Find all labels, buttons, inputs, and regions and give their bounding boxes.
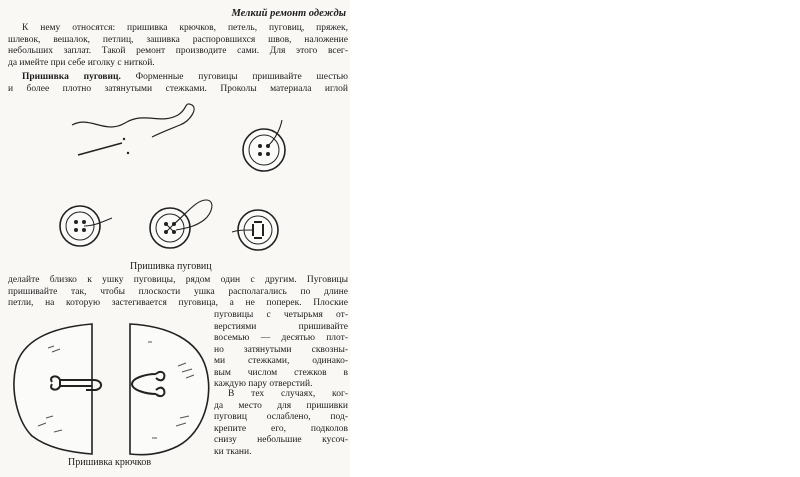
figure-caption-buttons: Пришивка пуговиц bbox=[130, 261, 212, 272]
text-line: каждую пару отверстий. bbox=[214, 379, 313, 389]
text-line: петли, на которую застегивается пуговица, а не поперек. Плоские bbox=[8, 298, 348, 308]
text-line: шлевок, вешалок, петлиц, зашивка распоровшихся швов, наложение bbox=[8, 34, 348, 45]
button-icon bbox=[56, 196, 126, 256]
button-icon bbox=[228, 202, 304, 258]
paragraph-button-sewing bbox=[8, 72, 348, 95]
text-line: К нему относятся: пришивка крючков, петель, пуговиц, пряжек, bbox=[22, 23, 348, 33]
paragraph-four-hole-buttons bbox=[214, 310, 348, 391]
fabric-right bbox=[130, 324, 209, 455]
text-line: В тех случаях, ког- bbox=[228, 389, 348, 399]
figure-caption-hooks: Пришивка крючков bbox=[68, 457, 152, 468]
paragraph-reinforcement bbox=[214, 389, 348, 458]
text-line: делайте близко к ушку пуговицы, рядом один с другим. Пуговицы bbox=[8, 275, 348, 285]
text-line: крепите его, подколов bbox=[214, 423, 348, 434]
text-line: восемью — десятью плот- bbox=[214, 333, 348, 343]
section-heading: Пришивка пуговиц. bbox=[22, 72, 121, 82]
text-line: вым числом стежков в bbox=[214, 367, 348, 378]
needle-thread-illustration bbox=[60, 95, 210, 170]
text-line: ми стежками, одинако- bbox=[214, 356, 348, 366]
text-line bbox=[8, 72, 348, 84]
text-line: пуговицы с четырьмя от- bbox=[214, 310, 348, 320]
button-icon bbox=[236, 118, 296, 178]
text-line: но затянутыми сквозны- bbox=[214, 344, 348, 355]
hooks-illustration bbox=[8, 322, 213, 457]
paragraph-intro bbox=[8, 23, 348, 69]
text-line: да имейте при себе иголку с ниткой. bbox=[8, 57, 155, 68]
thread-icon bbox=[72, 104, 194, 137]
text-fragment: Форменные пуговицы пришивайте шестью bbox=[120, 72, 348, 82]
text-line: и более плотно затянутыми стежками. Проколы материала иглой bbox=[8, 83, 348, 94]
text-line: да место для пришивки bbox=[214, 400, 348, 411]
paragraph-button-sewing-continued bbox=[8, 275, 348, 310]
text-line: небольших заплат. Такой ремонт производите сами. Для этого всег- bbox=[8, 46, 348, 56]
button-icon bbox=[146, 194, 222, 258]
document-page bbox=[0, 0, 350, 477]
text-line: верстиями пришивайте bbox=[214, 321, 348, 332]
page-title: Мелкий ремонт одежды bbox=[231, 8, 346, 19]
text-line: пуговиц ослаблено, под- bbox=[214, 412, 348, 422]
text-line: снизу небольшие кусоч- bbox=[214, 435, 348, 445]
text-line: ки ткани. bbox=[214, 446, 252, 457]
text-line: пришивайте так, чтобы плоскости ушка располагались по длине bbox=[8, 286, 348, 297]
needle-icon bbox=[78, 143, 122, 155]
